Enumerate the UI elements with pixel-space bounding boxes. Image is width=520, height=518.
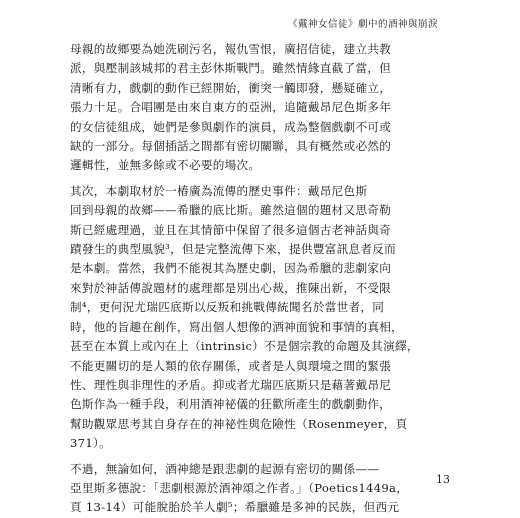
text-line: 缺的一部分。每個插話之間都有密切關聯，具有概然或必然的 <box>70 139 392 154</box>
paragraph-2 <box>70 182 452 454</box>
text-line: 斯已經處理過，並且在其情節中保留了很多這個古老神話與奇 <box>70 222 392 237</box>
text-line: 其次，本劇取材於一椿廣為流傳的歷史事件：戴昂尼色斯 <box>70 183 368 198</box>
text-line: 回到母親的故鄉——希臘的底比斯。雖然這個的題材又思奇勒 <box>70 203 392 218</box>
text-line: 性、理性與非理性的矛盾。抑或者尤瑞匹底斯只是藉著戴昂尼 <box>70 377 392 392</box>
text-line: 母親的故鄉要為她洗刷污名，報仇雪恨，廣招信徒，建立共教 <box>70 42 392 56</box>
text-line: 371）。 <box>70 436 112 451</box>
text-line: 時，他的旨趣在創作，寫出個人想像的酒神面貌和事情的真相， <box>70 319 404 334</box>
paragraph-3 <box>70 460 452 518</box>
text-line: 色斯作為一種手段，利用酒神祕儀的狂歡所產生的戲劇動作， <box>70 397 392 412</box>
text-line: 不過，無論如何，酒神總是跟悲劇的起源有密切的關係—— <box>70 461 380 476</box>
text-line: 派，與壓制該城邦的君主彭休斯戰鬥。雖然情緣直截了當，但 <box>70 61 392 76</box>
text-line: 蹟發生的典型風貌³，但是完整流傳下來，提供豐富訊息者反而 <box>70 242 397 257</box>
text-line: 清晰有力，戲劇的動作已經開始，衝突一觸即發，懸疑確立， <box>70 80 392 95</box>
text-line: 張力十足。合唱團是由來自東方的亞洲，追隨戴昂尼色斯多年 <box>70 100 392 115</box>
text-line: 甚至在本質上或內在上（intrinsic）不是個宗教的命題及其演繹， <box>70 339 419 354</box>
paragraph-1 <box>70 40 452 176</box>
text-line: 邏輯性，並無多餘或不必要的場次。 <box>70 158 261 173</box>
running-header: 《戴神女信徒》劇中的酒神與崩淚 <box>287 19 438 30</box>
text-line: 來對於神話傳說題材的處理都是別出心裁，推陳出新，不受限 <box>70 280 392 295</box>
text-line: 亞里斯多德說：「悲劇根源於酒神頌之作者。」（Poetics1449a， <box>70 480 409 495</box>
body-text <box>70 40 452 518</box>
text-line: 不能更關切的是人類的依存關係，或者是人與環境之間的緊張 <box>70 358 392 373</box>
text-line: 頁 13-14）可能脫胎於羊人劇⁵；希臘雖是多神的民族，但西元 <box>70 500 400 515</box>
text-line: 幫助觀眾思考其自身存在的神祕性與危險性（Rosenmeyer，頁 <box>70 416 408 431</box>
page-number: 13 <box>436 473 450 486</box>
text-line: 制⁴，更何況尤瑞匹底斯以反叛和挑戰傳統聞名於當世者，同 <box>70 300 385 315</box>
text-line: 是本劇。當然，我們不能視其為歷史劇，因為希臘的悲劇家向 <box>70 261 392 276</box>
text-line: 的女信徒組成，她們是參與劇作的演員，成為整個戲劇不可或 <box>70 119 392 134</box>
